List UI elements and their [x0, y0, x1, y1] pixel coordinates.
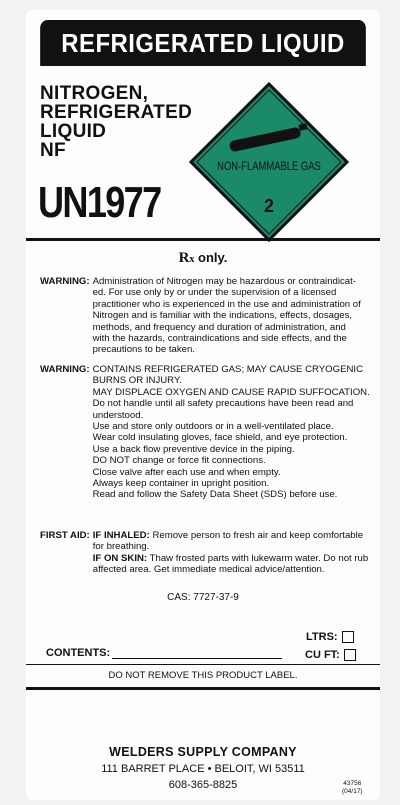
- warning-line: Use a back flow preventive device in the piping.: [92, 443, 295, 455]
- first-aid-line: affected area. Get immediate medical advice/attention.: [92, 564, 325, 576]
- warning-line: Do not handle until all safety precautions have been read and: [92, 398, 354, 410]
- warning-line: BURNS OR INJURY.: [92, 375, 182, 387]
- cas-number: CAS: 7727-37-9: [167, 592, 239, 603]
- cuft-checkbox[interactable]: [344, 649, 356, 661]
- warning-line: MAY DISPLACE OXYGEN AND CAUSE RAPID SUFFOCATION.: [92, 386, 370, 398]
- placard-class: 2: [263, 196, 275, 216]
- warning-line: practitioner who is experienced in the use and administration of: [92, 298, 361, 310]
- banner-title: REFRIGERATED LIQUID: [40, 20, 366, 66]
- label-code-number: 43756: [343, 780, 362, 787]
- placard-diamond: [189, 82, 349, 242]
- first-aid-line: Thaw frosted parts with lukewarm water. Do not rub: [147, 552, 369, 564]
- shipping-name-line: NITROGEN,: [40, 83, 149, 104]
- un-number: UN1977: [38, 178, 161, 227]
- warning-line: Close valve after each use and when empty.: [92, 466, 281, 478]
- divider: [26, 238, 380, 241]
- first-aid-section: [40, 530, 369, 576]
- warning-line: DO NOT change or force fit connections.: [92, 455, 266, 467]
- placard-text: NON-FLAMMABLE GAS: [217, 160, 321, 174]
- rx-subscript: x: [189, 254, 195, 265]
- ltrs-checkbox[interactable]: [342, 631, 354, 643]
- warning-line: ed. For use only by or under the supervision of a licensed: [92, 287, 337, 299]
- warning-line: understood.: [92, 409, 144, 421]
- warning-line: with the hazards, contraindications and side effects, and the: [92, 333, 347, 345]
- divider: [26, 687, 380, 690]
- warning-line: methods, and frequency and duration of administration, and: [92, 321, 346, 333]
- company-name: WELDERS SUPPLY COMPANY: [109, 745, 297, 759]
- divider: [26, 664, 380, 665]
- warning-line: Use and store only outdoors or in a well-ventilated place.: [92, 421, 334, 433]
- shipping-name-line: NF: [40, 140, 66, 161]
- rx-only: [26, 250, 380, 267]
- do-not-remove-notice: DO NOT REMOVE THIS PRODUCT LABEL.: [108, 670, 298, 681]
- warning-line: Always keep container in upright position.: [92, 478, 270, 490]
- first-aid-line: Remove person to fresh air and keep comfortable: [149, 530, 364, 541]
- shipping-name-line: REFRIGERATED: [40, 102, 193, 123]
- warning-line: CONTAINS REFRIGERATED GAS; MAY CAUSE CRYOGENIC: [92, 364, 364, 375]
- ltrs-field: [306, 631, 354, 643]
- rx-text: only.: [194, 250, 228, 265]
- first-aid-line: for breathing.: [92, 541, 150, 553]
- ltrs-label: LTRS:: [306, 631, 338, 643]
- warning-line: Administration of Nitrogen may be hazardous or contraindicat-: [92, 276, 356, 287]
- cryogenic-warning-section: [40, 364, 370, 501]
- warning-section: [40, 276, 366, 356]
- label-code-date: (04/17): [342, 788, 363, 795]
- warning-label: WARNING:: [40, 276, 90, 287]
- warning-line: Read and follow the Safety Data Sheet (SDS) before use.: [92, 489, 338, 501]
- rx-symbol: R: [178, 250, 190, 266]
- warning-line: Nitrogen and is familiar with the indications, effects, dosages,: [92, 310, 353, 322]
- warning-line: Wear cold insulating gloves, face shield, and eye protection.: [92, 432, 348, 444]
- skin-label: IF ON SKIN:: [92, 552, 148, 564]
- warning-label: WARNING:: [40, 364, 90, 375]
- warning-line: precautions to be taken.: [92, 344, 195, 356]
- shipping-name-line: LIQUID: [40, 121, 107, 142]
- cuft-field: [305, 649, 356, 661]
- company-address: 111 BARRET PLACE • BELOIT, WI 53511: [101, 763, 305, 775]
- product-label: [26, 10, 380, 800]
- hazard-placard: [189, 82, 349, 242]
- label-code: [342, 780, 363, 796]
- company-phone: 608-365-8825: [168, 779, 238, 791]
- inhaled-label: IF INHALED:: [92, 530, 150, 541]
- contents-label: CONTENTS:: [46, 647, 111, 659]
- first-aid-label: FIRST AID:: [40, 530, 90, 541]
- contents-input-line[interactable]: [112, 648, 282, 659]
- contents-field: [46, 647, 282, 659]
- cuft-label: CU FT:: [305, 649, 340, 661]
